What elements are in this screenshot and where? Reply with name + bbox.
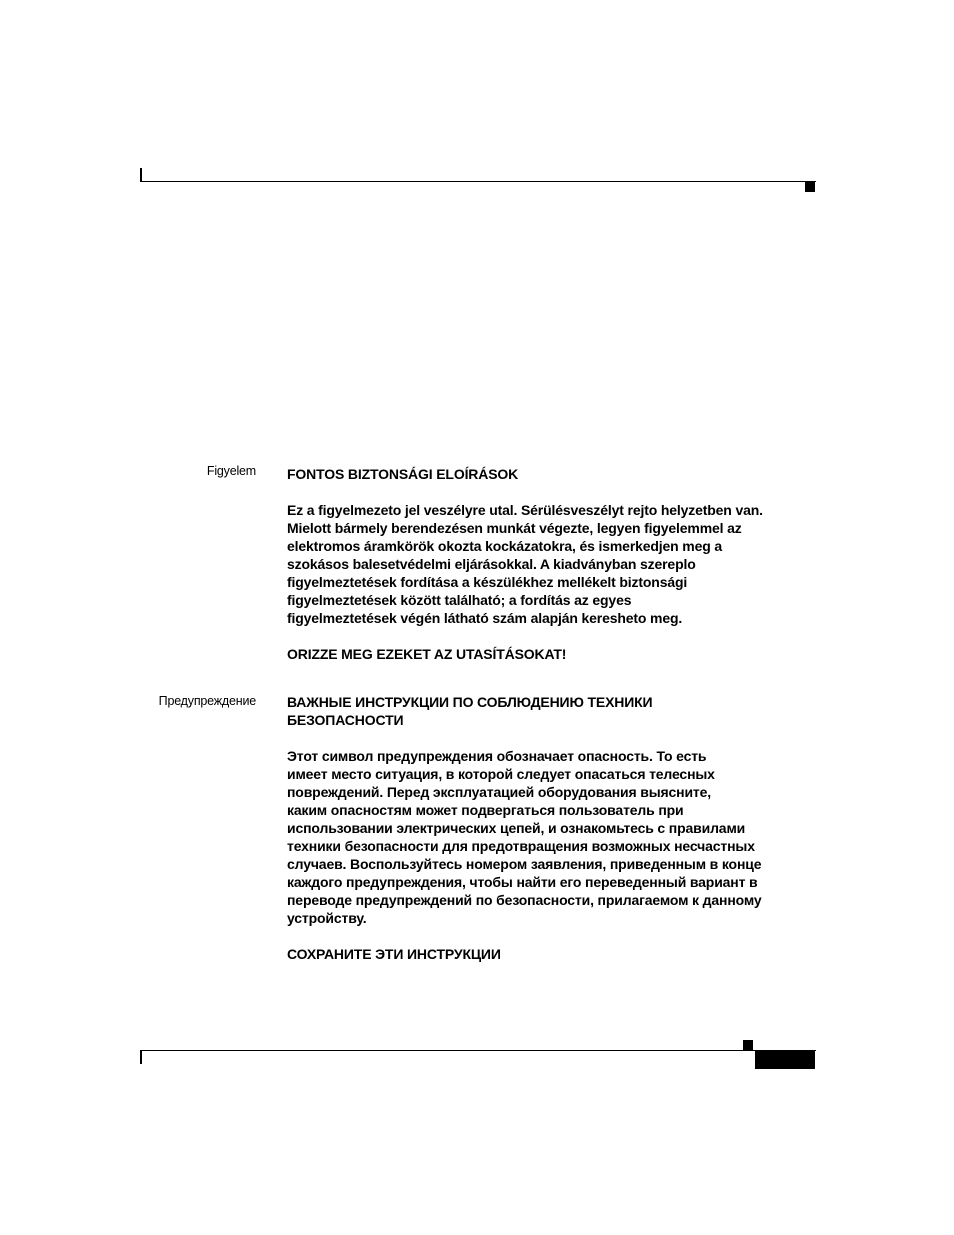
header-rule-tick [140, 168, 142, 182]
footer-square-marker [743, 1040, 753, 1050]
footer-page-tab [755, 1051, 815, 1069]
footer-rule-tick [140, 1051, 142, 1064]
section-body: Ez a figyelmezeto jel veszélyre utal. Sérülésveszélyt rejto helyzetben van. Mielott bármely berendezésen munkát végezte, legyen figyelemmel az elektromos áramkörök okozta kockázatokra, és ismerkedjen meg a szokásos balesetvédelmi eljárásokkal. A kiadványban szereplo figyelmeztetések fordítása a készülékhez mellékelt biztonsági figyelmeztetések között található; a fordítás az egyes figyelmeztetések végén látható szám alapján kereshetо meg. [287, 502, 763, 626]
section-body: Этот символ предупреждения обозначает опасность. То есть имеет место ситуация, в которой следует опасаться телесных повреждений. Перед эксплуатацией оборудования выясните, каким опасностям может подвергаться пользователь при использовании электрических цепей, и ознакомьтесь с правилами техники безопасности для предотвращения возможных несчастных случаев. Воспользуйтесь номером заявления, приведенным в конце каждого предупреждения, чтобы найти его переведенный вариант в переводе предупреждений по безопасности, прилагаемом к данному устройству. [287, 748, 762, 926]
header-square-marker [805, 182, 815, 192]
section-hungarian [287, 465, 817, 663]
section-closing: ORIZZE MEG EZEKET AZ UTASÍTÁSOKAT! [287, 646, 567, 662]
section-closing: СОХРАНИТЕ ЭТИ ИНСТРУКЦИИ [287, 946, 501, 962]
section-label-hungarian: Figyelem [206, 464, 256, 478]
section-label-russian: Предупреждение [158, 694, 256, 708]
header-rule [140, 181, 816, 182]
footer-rule [140, 1050, 816, 1051]
section-heading: ВАЖНЫЕ ИНСТРУКЦИИ ПО СОБЛЮДЕНИЮ ТЕХНИКИ БЕЗОПАСНОСТИ [287, 694, 653, 728]
section-russian [287, 693, 817, 963]
section-heading: FONTOS BIZTONSÁGI ELOÍRÁSOK [287, 466, 519, 482]
